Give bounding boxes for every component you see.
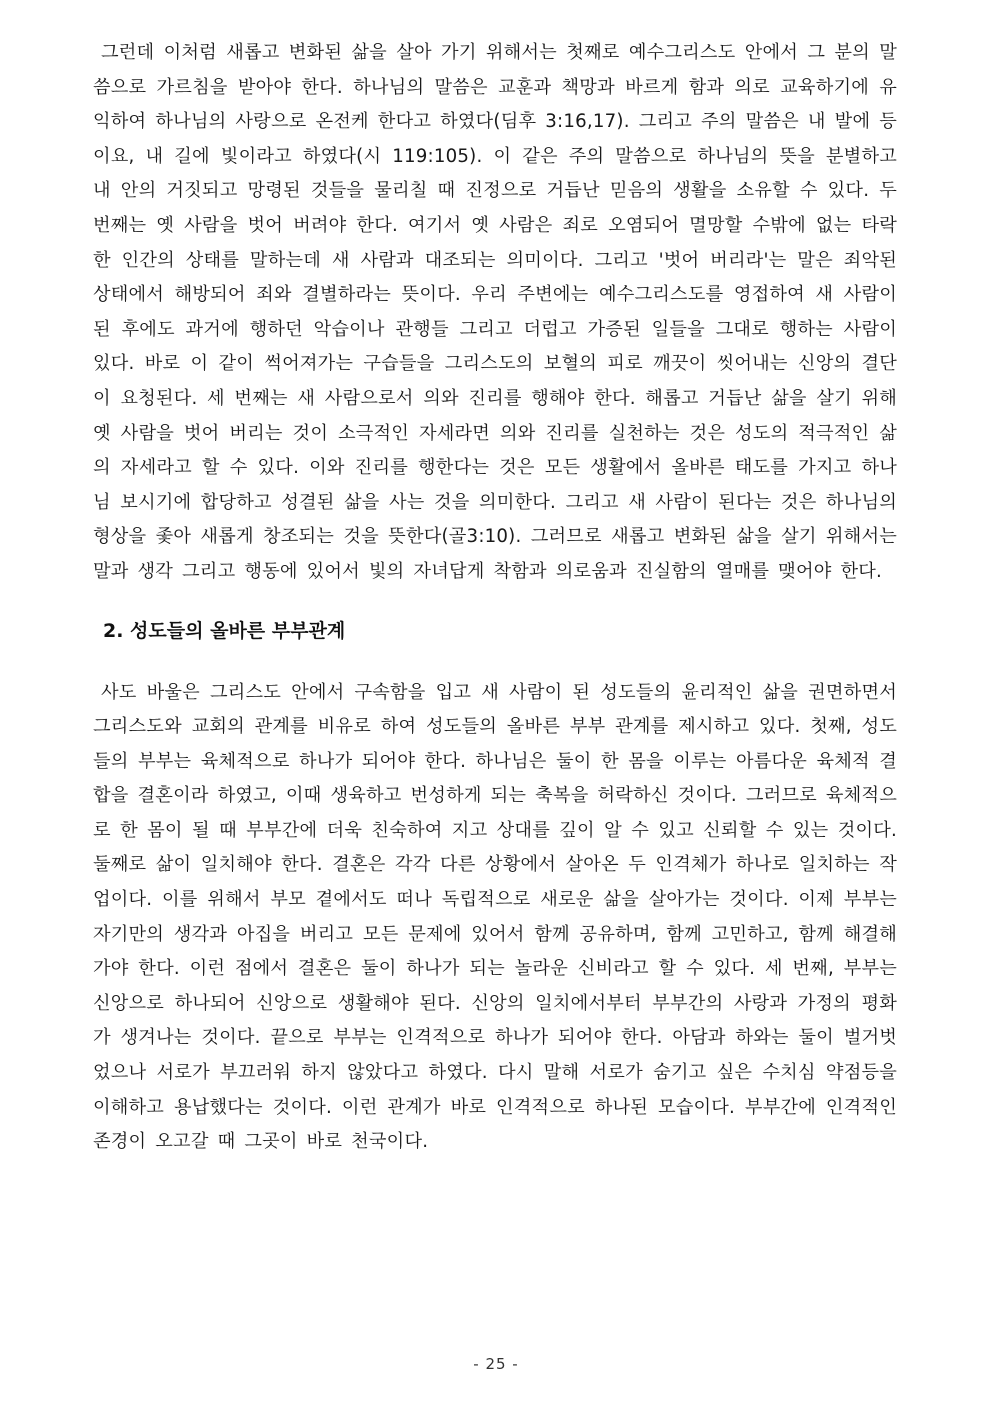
body-paragraph-2: 사도 바울은 그리스도 안에서 구속함을 입고 새 사람이 된 성도들의 윤리적인 삶을 권면하면서 그리스도와 교회의 관계를 비유로 하여 성도들의 올바른 부부 관계를 제시하고 있다. 첫째, 성도들의 부부는 육체적으로 하나가 되어야 한다. 하나님은 둘이 한 몸을 이루는 아름다운 육체적 결합을 결혼이라 하였고, 이때 생육하고 번성하게 되는 축복을 허락하신 것이다. 그러므로 육체적으로 한 몸이 될 때 부부간에 더욱 친숙하여 지고 상대를 깊이 알 수 있고 신뢰할 수 있는 것이다. 둘째로 삶이 일치해야 한다. 결혼은 각각 다른 상황에서 살아온 두 인격체가 하나로 일치하는 작업이다. 이를 위해서 부모 곁에서도 떠나 독립적으로 새로운 삶을 살아가는 것이다. 이제 부부는 자기만의 생각과 아집을 버리고 모든 문제에 있어서 함께 공유하며, 함께 고민하고, 함께 해결해 가야 한다. 이런 점에서 결혼은 둘이 하나가 되는 놀라운 신비라고 할 수 있다. 세 번째, 부부는 신앙으로 하나되어 신앙으로 생활해야 된다. 신앙의 일치에서부터 부부간의 사랑과 가정의 평화가 생겨나는 것이다. 끝으로 부부는 인격적으로 하나가 되어야 한다. 아담과 하와는 둘이 벌거벗었으나 서로가 부끄러워 하지 않았다고 하였다. 다시 말해 서로가 숨기고 싶은 수치심 약점등을 이해하고 용납했다는 것이다. 이런 관계가 바로 인격적으로 하나된 모습이다. 부부간에 인격적인 존경이 오고갈 때 그곳이 바로 천국이다. xyxy=(93,681,897,1153)
body-paragraph-1: 그런데 이처럼 새롭고 변화된 삶을 살아 가기 위해서는 첫째로 예수그리스도 안에서 그 분의 말씀으로 가르침을 받아야 한다. 하나님의 말씀은 교훈과 책망과 바르게 함과 의로 교육하기에 유익하여 하나님의 사랑으로 온전케 한다고 하였다(딤후 3:16,17). 그리고 주의 말씀은 내 발에 등이요, 내 길에 빛이라고 하였다(시 119:105). 이 같은 주의 말씀으로 하나님의 뜻을 분별하고 내 안의 거짓되고 망령된 것들을 물리칠 때 진정으로 거듭난 믿음의 생활을 소유할 수 있다. 두 번째는 옛 사람을 벗어 버려야 한다. 여기서 옛 사람은 죄로 오염되어 멸망할 수밖에 없는 타락한 인간의 상태를 말하는데 새 사람과 대조되는 의미이다. 그리고 '벗어 버리라'는 말은 죄악된 상태에서 해방되어 죄와 결별하라는 뜻이다. 우리 주변에는 예수그리스도를 영접하여 새 사람이 된 후에도 과거에 행하던 악습이나 관행들 그리고 더럽고 가증된 일들을 그대로 행하는 사람이 있다. 바로 이 같이 썩어져가는 구습들을 그리스도의 보혈의 피로 깨끗이 씻어내는 신앙의 결단이 요청된다. 세 번째는 새 사람으로서 의와 진리를 행해야 한다. 해롭고 거듭난 삶을 살기 위해 옛 사람을 벗어 버리는 것이 소극적인 자세라면 의와 진리를 실천하는 것은 성도의 적극적인 삶의 자세라고 할 수 있다. 이와 진리를 행한다는 것은 모든 생활에서 올바른 태도를 가지고 하나님 보시기에 합당하고 성결된 삶을 사는 것을 의미한다. 그리고 새 사람이 된다는 것은 하나님의 형상을 좇아 새롭게 창조되는 것을 뜻한다(골3:10). 그러므로 새롭고 변화된 삶을 살기 위해서는 말과 생각 그리고 행동에 있어서 빛의 자녀답게 착함과 의로움과 진실함의 열매를 맺어야 한다. xyxy=(93,42,897,582)
document-page xyxy=(93,36,897,1160)
page-number: - 25 - xyxy=(473,1355,519,1373)
section-heading: 2. 성도들의 올바른 부부관계 xyxy=(103,619,346,642)
